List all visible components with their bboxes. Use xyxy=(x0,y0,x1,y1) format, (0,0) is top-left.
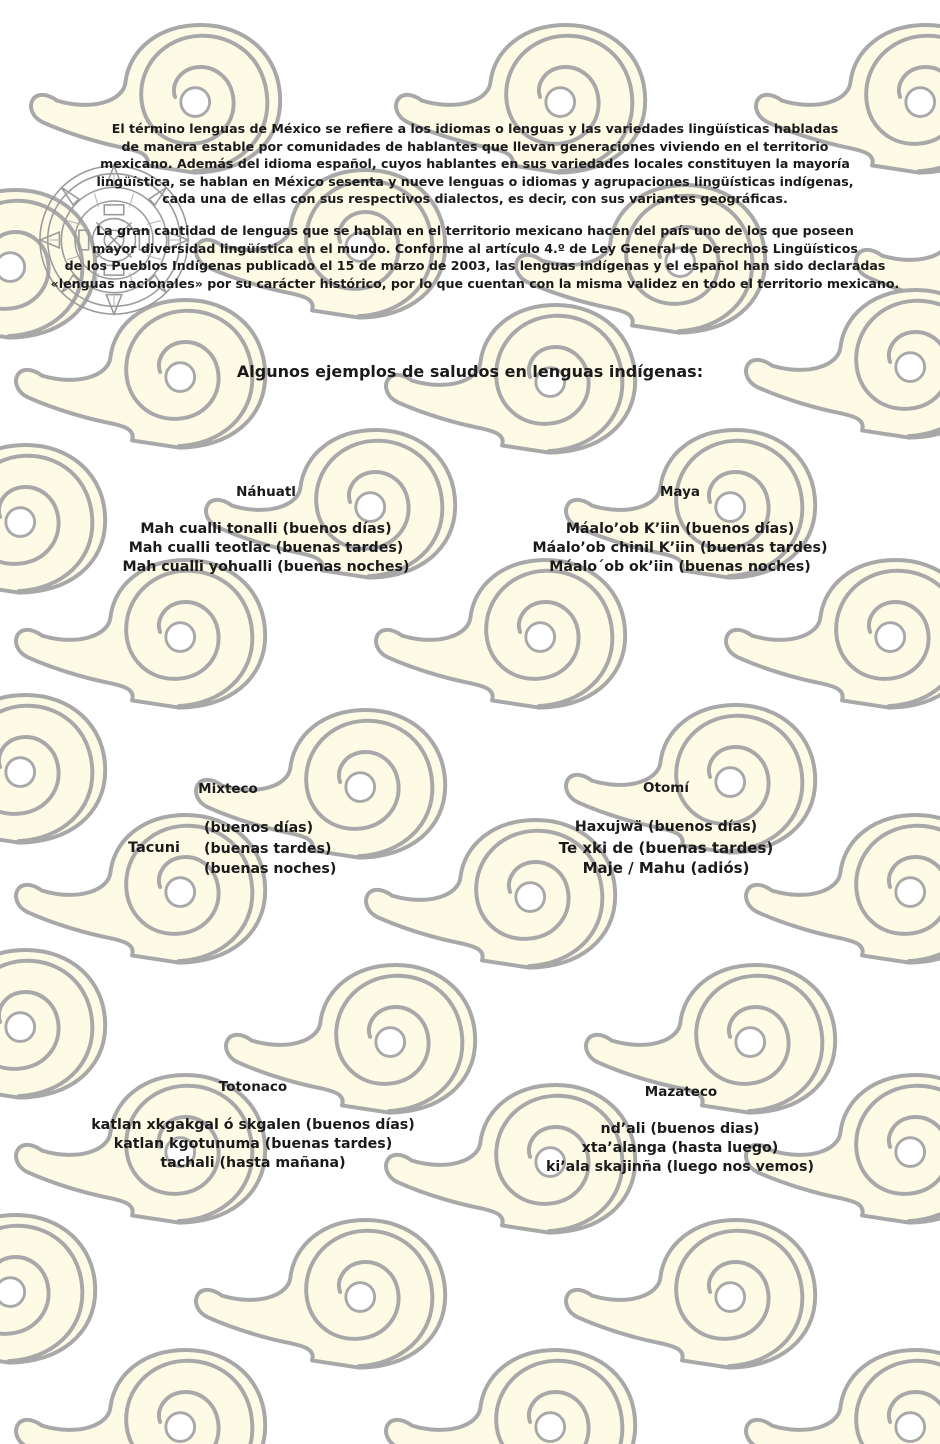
lang-title-mazateco: Mazateco xyxy=(644,1084,718,1100)
intro-line: de los Pueblos Indígenas publicado el 15 de marzo de 2003, las lenguas indígenas y el español han sido declaradas xyxy=(64,258,886,274)
intro-line: mexicano. Además del idioma español, cuyos hablantes en sus variedades locales constituyen la mayoría xyxy=(100,156,850,172)
intro-line: lingüística, se hablan en México sesenta y nueve lenguas o idiomas y agrupaciones lingüísticas indígenas, xyxy=(96,173,854,189)
lang-greetings-totonaco xyxy=(33,1116,473,1173)
swirl-spiral-icon xyxy=(0,695,105,843)
greeting-line: xta’alanga (hasta luego) xyxy=(581,1140,779,1156)
swirl-spiral-icon xyxy=(376,560,625,708)
lang-title-otomi: Otomí xyxy=(643,780,689,796)
greeting-line: Mah cualli teotlac (buenas tardes) xyxy=(128,540,404,556)
mixteco-greeting-word: Tacuni xyxy=(128,840,181,856)
greeting-line: Máalo’ob chinil K’iin (buenas tardes) xyxy=(532,540,828,556)
greeting-line: Mah cualli tonalli (buenos días) xyxy=(140,521,392,537)
lang-title-totonaco: Totonaco xyxy=(218,1079,288,1095)
intro-paragraph-1 xyxy=(40,120,910,208)
swirl-spiral-icon xyxy=(746,1350,940,1444)
greeting-line: Máalo´ob ok’iin (buenas noches) xyxy=(549,559,811,575)
swirl-spiral-icon xyxy=(0,950,105,1098)
intro-line: «lenguas nacionales» por su carácter histórico, por lo que cuentan con la misma validez en todo el territorio mexicano. xyxy=(50,275,900,291)
greeting-line: katlan kgotunuma (buenas tardes) xyxy=(113,1136,393,1152)
intro-line: mayor diversidad lingüística en el mundo. Conforme al artículo 4.º de Ley General de Derechos Lingüísticos xyxy=(92,240,858,256)
greeting-line: Te xki de (buenas tardes) xyxy=(558,838,774,857)
greeting-line: nd’ali (buenos dias) xyxy=(600,1121,760,1137)
lang-title-nahuatl: Náhuatl xyxy=(236,484,296,500)
swirl-spiral-icon xyxy=(0,1215,95,1363)
swirl-spiral-icon xyxy=(726,560,940,708)
lang-greetings-nahuatl xyxy=(46,520,486,577)
swirl-spiral-icon xyxy=(566,1220,815,1368)
greeting-line: (buenas tardes) xyxy=(204,840,332,857)
greeting-line: (buenas noches) xyxy=(204,861,337,877)
lang-greetings-otomi xyxy=(446,817,886,879)
greeting-line: ki’ala skajinña (luego nos vemos) xyxy=(545,1159,814,1175)
swirl-spiral-icon xyxy=(196,1220,445,1368)
greeting-line: Haxujwä (buenos días) xyxy=(574,819,758,835)
greeting-line: Máalo’ob K’iin (buenos días) xyxy=(565,521,795,537)
intro-line: La gran cantidad de lenguas que se hablan en el territorio mexicano hacen del país uno de los que poseen xyxy=(96,222,854,238)
swirl-spiral-icon xyxy=(386,1350,635,1444)
intro-line: El término lenguas de México se refiere a los idiomas o lenguas y las variedades lingüísticas habladas xyxy=(111,121,839,136)
lang-greetings-maya xyxy=(460,520,900,577)
greeting-line: katlan xkgakgal ó skgalen (buenos días) xyxy=(91,1117,415,1133)
intro-paragraph-2 xyxy=(40,222,910,292)
lang-greetings-mixteco xyxy=(204,818,336,880)
greeting-line: Maje / Mahu (adiós) xyxy=(582,859,750,877)
intro-line: cada una de ellas con sus respectivos dialectos, es decir, con sus variantes geográficas. xyxy=(162,191,788,207)
greeting-line: tachali (hasta mañana) xyxy=(160,1155,346,1171)
lang-title-mixteco: Mixteco xyxy=(198,781,258,797)
lang-greetings-mazateco xyxy=(460,1120,900,1177)
lang-title-maya: Maya xyxy=(659,484,701,500)
intro-line: de manera estable por comunidades de hablantes que llevan generaciones viviendo en el territorio xyxy=(121,138,829,154)
intro-text xyxy=(40,120,910,306)
greeting-line: Mah cualli yohualli (buenas noches) xyxy=(122,559,410,575)
swirl-spiral-icon xyxy=(16,1350,265,1444)
greeting-line: (buenos días) xyxy=(204,820,314,836)
examples-heading: Algunos ejemplos de saludos en lenguas indígenas: xyxy=(236,362,704,381)
